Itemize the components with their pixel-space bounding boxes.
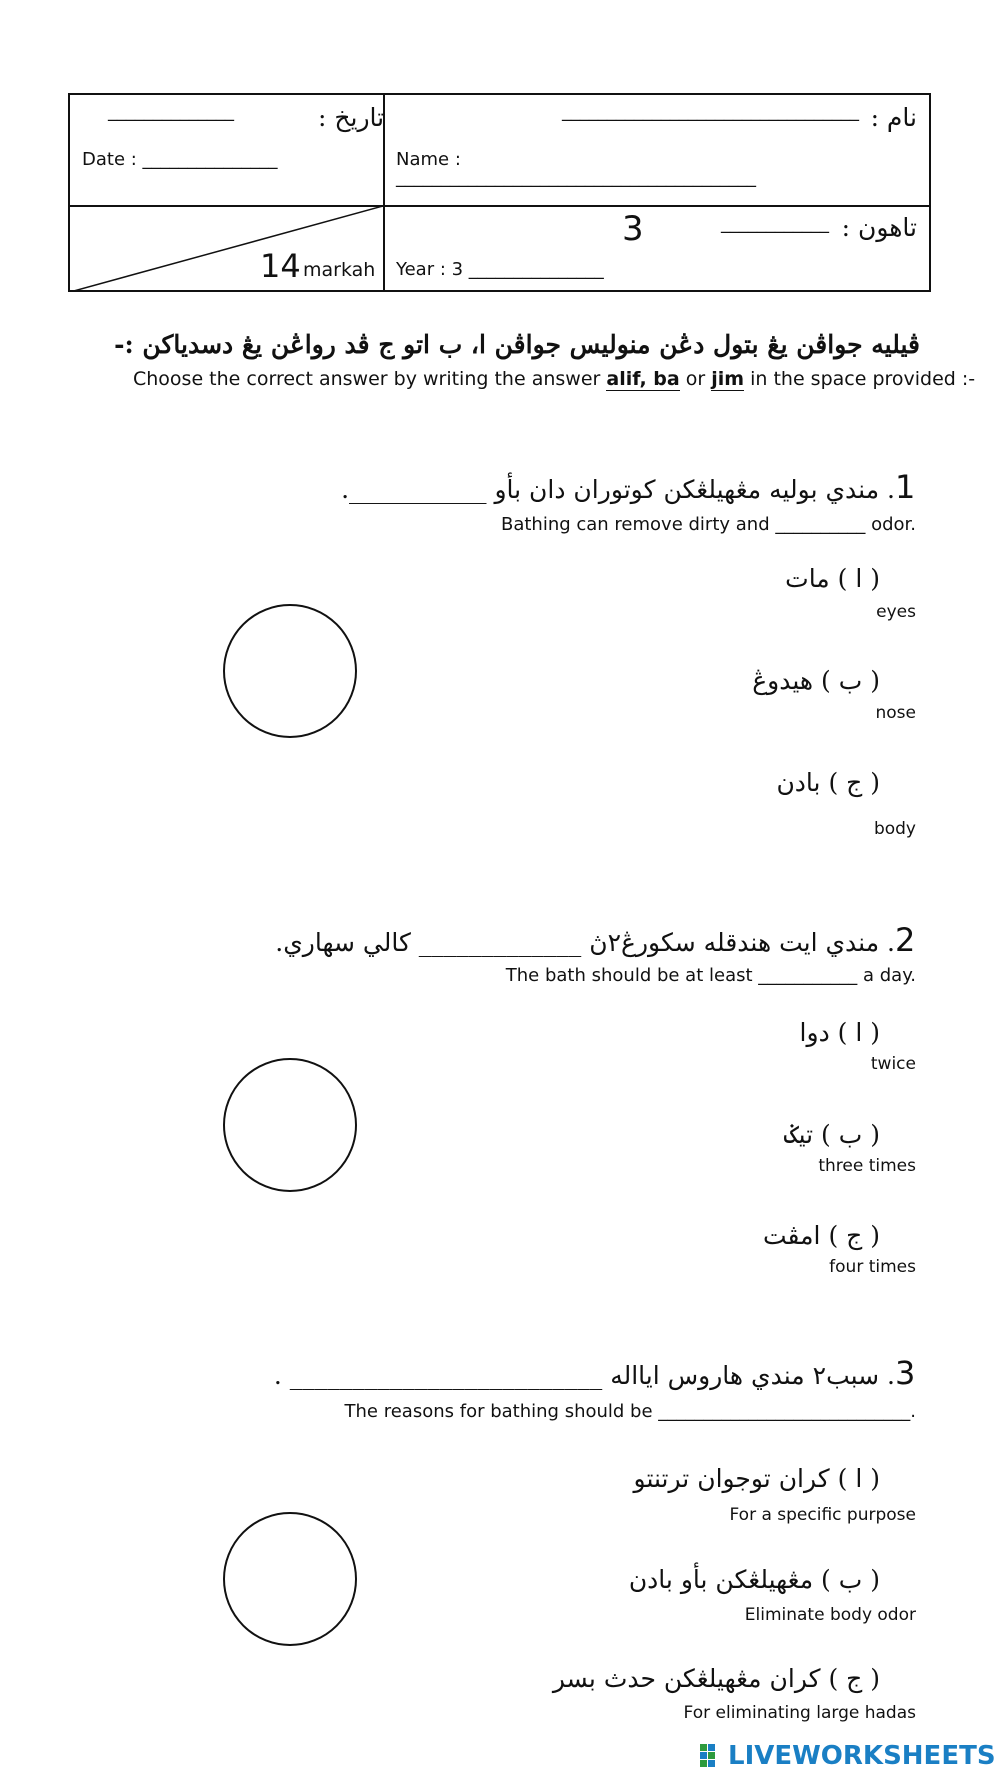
q1-option-jim-jawi: ( ج ) بادن: [776, 768, 880, 797]
q1-option-jim-en: body: [873, 819, 916, 839]
answer-circle-3[interactable]: [223, 1512, 357, 1646]
question-2-number: 2: [895, 921, 916, 959]
liveworksheets-logo-text: LIVEWORKSHEETS: [728, 1741, 996, 1771]
instruction-en-suffix: in the space provided :-: [744, 368, 976, 390]
answer-circle-1[interactable]: [223, 604, 357, 738]
date-label-jawi: تاريخ :: [318, 103, 385, 132]
year-label-jawi: تاهون :: [841, 213, 917, 242]
instruction-en-options: alif, ba: [606, 368, 680, 390]
q1-option-ba-jawi: ( ب ) هيدوڠ: [752, 666, 880, 695]
q3-option-jim-jawi: ( ج ) کران مڠهيلڠکن حدث بسر: [552, 1664, 880, 1693]
liveworksheets-logo-icon: [700, 1744, 724, 1768]
question-1-number: 1: [895, 468, 916, 506]
question-2-en: The bath should be at least ___________ a day.: [505, 965, 916, 986]
header-table: [68, 93, 931, 292]
name-label-jawi: نام :: [870, 103, 917, 132]
year-label-en[interactable]: Year : 3 _______________: [396, 259, 604, 280]
q1-option-ba-en: nose: [875, 703, 916, 723]
q3-option-ba-jawi: ( ب ) مڠهيلڠکن بأو بادن: [628, 1565, 880, 1594]
instruction-en-prefix: Choose the correct answer by writing the answer: [133, 368, 607, 390]
marks-number: 14: [260, 247, 301, 285]
name-blank-en[interactable]: ________________________________________: [396, 167, 756, 188]
liveworksheets-logo: [700, 1742, 996, 1770]
q2-option-jim-jawi: ( ج ) امڤت: [762, 1221, 880, 1250]
instruction-en-or: or: [679, 368, 712, 390]
answer-circle-2[interactable]: [223, 1058, 357, 1192]
marks-label: markah: [303, 259, 376, 281]
q2-option-ba-en: three times: [818, 1156, 916, 1176]
date-label-en[interactable]: Date : _______________: [82, 149, 278, 170]
q3-option-jim-en: For eliminating large hadas: [683, 1703, 916, 1723]
date-blank-jawi[interactable]: ______________: [108, 101, 234, 122]
q2-option-ba-jawi: ( ب ) تيݢ: [783, 1120, 880, 1149]
q2-option-alif-en: twice: [870, 1054, 916, 1074]
question-3-en: The reasons for bathing should be ____________________________.: [344, 1401, 916, 1422]
question-1-en: Bathing can remove dirty and __________ odor.: [500, 514, 916, 535]
instruction-en-jim: jim: [711, 368, 745, 390]
year-blank-jawi[interactable]: ____________: [721, 213, 829, 234]
year-number: 3: [622, 209, 644, 249]
question-2-jawi: . مندي ايت هندقله سکورڠ٢ڽ _____________ کالي سهاري.: [275, 928, 895, 957]
name-label-en: Name :: [396, 149, 461, 170]
question-3-number: 3: [895, 1354, 916, 1392]
q3-option-ba-en: Eliminate body odor: [744, 1605, 916, 1625]
q2-option-jim-en: four times: [829, 1257, 916, 1277]
q1-option-alif-jawi: ( ا ) مات: [785, 564, 880, 593]
instruction-jawi: ڤيليه جواڤن يڠ بتول دڠن منوليس جواڤن ا، ب اتو ج ڤد رواڠن يڠ دسدياکن :-: [114, 330, 920, 359]
q2-option-alif-jawi: ( ا ) دوا: [799, 1018, 880, 1047]
name-blank-jawi[interactable]: _________________________________: [562, 101, 859, 122]
question-3-jawi: . سبب٢ مندي هاروس ايااله _________________________ .: [273, 1361, 895, 1390]
q1-option-alif-en: eyes: [876, 602, 916, 622]
q3-option-alif-jawi: ( ا ) کران توجوان ترتنتو: [633, 1464, 880, 1493]
question-1-jawi: . مندي بوليه مڠهيلڠکن کوتوران دان بأو ___________.: [341, 475, 895, 504]
q3-option-alif-en: For a specific purpose: [729, 1505, 916, 1525]
instruction-en: [133, 368, 975, 390]
